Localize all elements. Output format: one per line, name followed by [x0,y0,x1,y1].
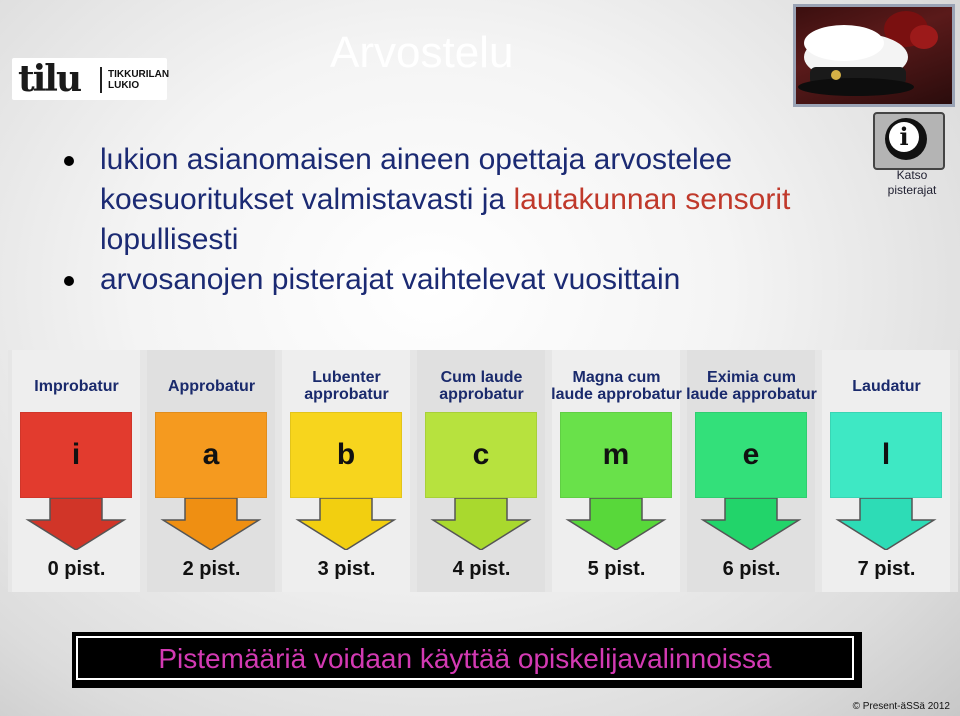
down-arrow-icon [421,498,541,550]
grade-name: Laudatur [852,377,921,395]
grade-column [820,350,953,592]
arrow-shape [703,498,799,550]
grade-column [415,350,548,592]
grade-column [550,350,683,592]
info-icon [885,118,927,160]
down-arrow-icon [16,498,136,550]
bullet-text: arvosanojen pisterajat vaihtelevat vuosittain [100,263,681,296]
grade-box [560,412,672,498]
down-arrow-icon [286,498,406,550]
logo-name: TIKKURILAN LUKIO [108,69,170,91]
grade-box [155,412,267,498]
down-arrow-icon [826,498,946,550]
grade-name: Cum laude approbatur [439,369,524,403]
grade-box [830,412,942,498]
banner [72,632,862,688]
banner-text: Pistemääriä voidaan käyttää opiskelijavalinnoissa [158,643,772,674]
grade-box [695,412,807,498]
grade-scale [8,350,958,592]
down-arrow-icon [151,498,271,550]
grade-points: 7 pist. [857,558,916,580]
logo-divider [100,67,102,93]
grade-points: 5 pist. [587,558,646,580]
grade-points: 6 pist. [722,558,781,580]
down-arrow-icon [556,498,676,550]
grade-points: 0 pist. [47,558,106,580]
bullet-dot [64,156,74,166]
grade-column [145,350,278,592]
graduation-cap-photo [793,4,955,107]
down-arrow-icon [691,498,811,550]
copyright-notice: © Present-äSSä 2012 [852,701,950,712]
grade-box [425,412,537,498]
slide-title: Arvostelu [330,28,514,77]
bullet-item [60,260,880,300]
grade-letter: i [71,438,81,471]
info-button[interactable] [873,112,945,170]
school-logo [12,58,170,100]
bullet-list [60,140,880,300]
arrow-shape [568,498,664,550]
grade-letter: l [881,438,891,471]
grade-name: Eximia cum laude approbatur [686,369,817,403]
logo-word: tilu [18,58,81,100]
grade-column [10,350,143,592]
grade-letter: e [742,438,760,471]
bullet-text: lukion asianomaisen aineen opettaja arvostelee koesuoritukset valmistavasti ja [100,143,733,216]
grade-letter: b [336,438,356,471]
grade-letter: c [472,438,490,471]
bullet-dot [64,276,74,286]
grade-box [290,412,402,498]
bullet-item [60,140,880,260]
arrow-shape [433,498,529,550]
grade-letter: m [602,438,630,471]
grade-points: 3 pist. [317,558,376,580]
grade-name: Improbatur [34,377,119,395]
grade-name: Approbatur [167,377,256,395]
arrow-shape [28,498,124,550]
arrow-shape [298,498,394,550]
grade-name: Magna cum laude approbatur [551,369,682,403]
info-button-label[interactable]: Katso pisterajat [887,168,937,197]
grade-points: 2 pist. [182,558,241,580]
grade-column [280,350,413,592]
grade-letter: a [202,438,220,471]
grade-name: Lubenter approbatur [304,369,389,403]
grade-box [20,412,132,498]
arrow-shape [163,498,259,550]
bullet-text: lopullisesti [100,223,239,256]
arrow-shape [838,498,934,550]
grade-points: 4 pist. [452,558,511,580]
grade-column [685,350,818,592]
title-bar [0,0,960,100]
bullet-highlight: lautakunnan sensorit [513,183,791,216]
graduation-cap-image [796,7,952,104]
info-glyph: i [899,122,909,151]
